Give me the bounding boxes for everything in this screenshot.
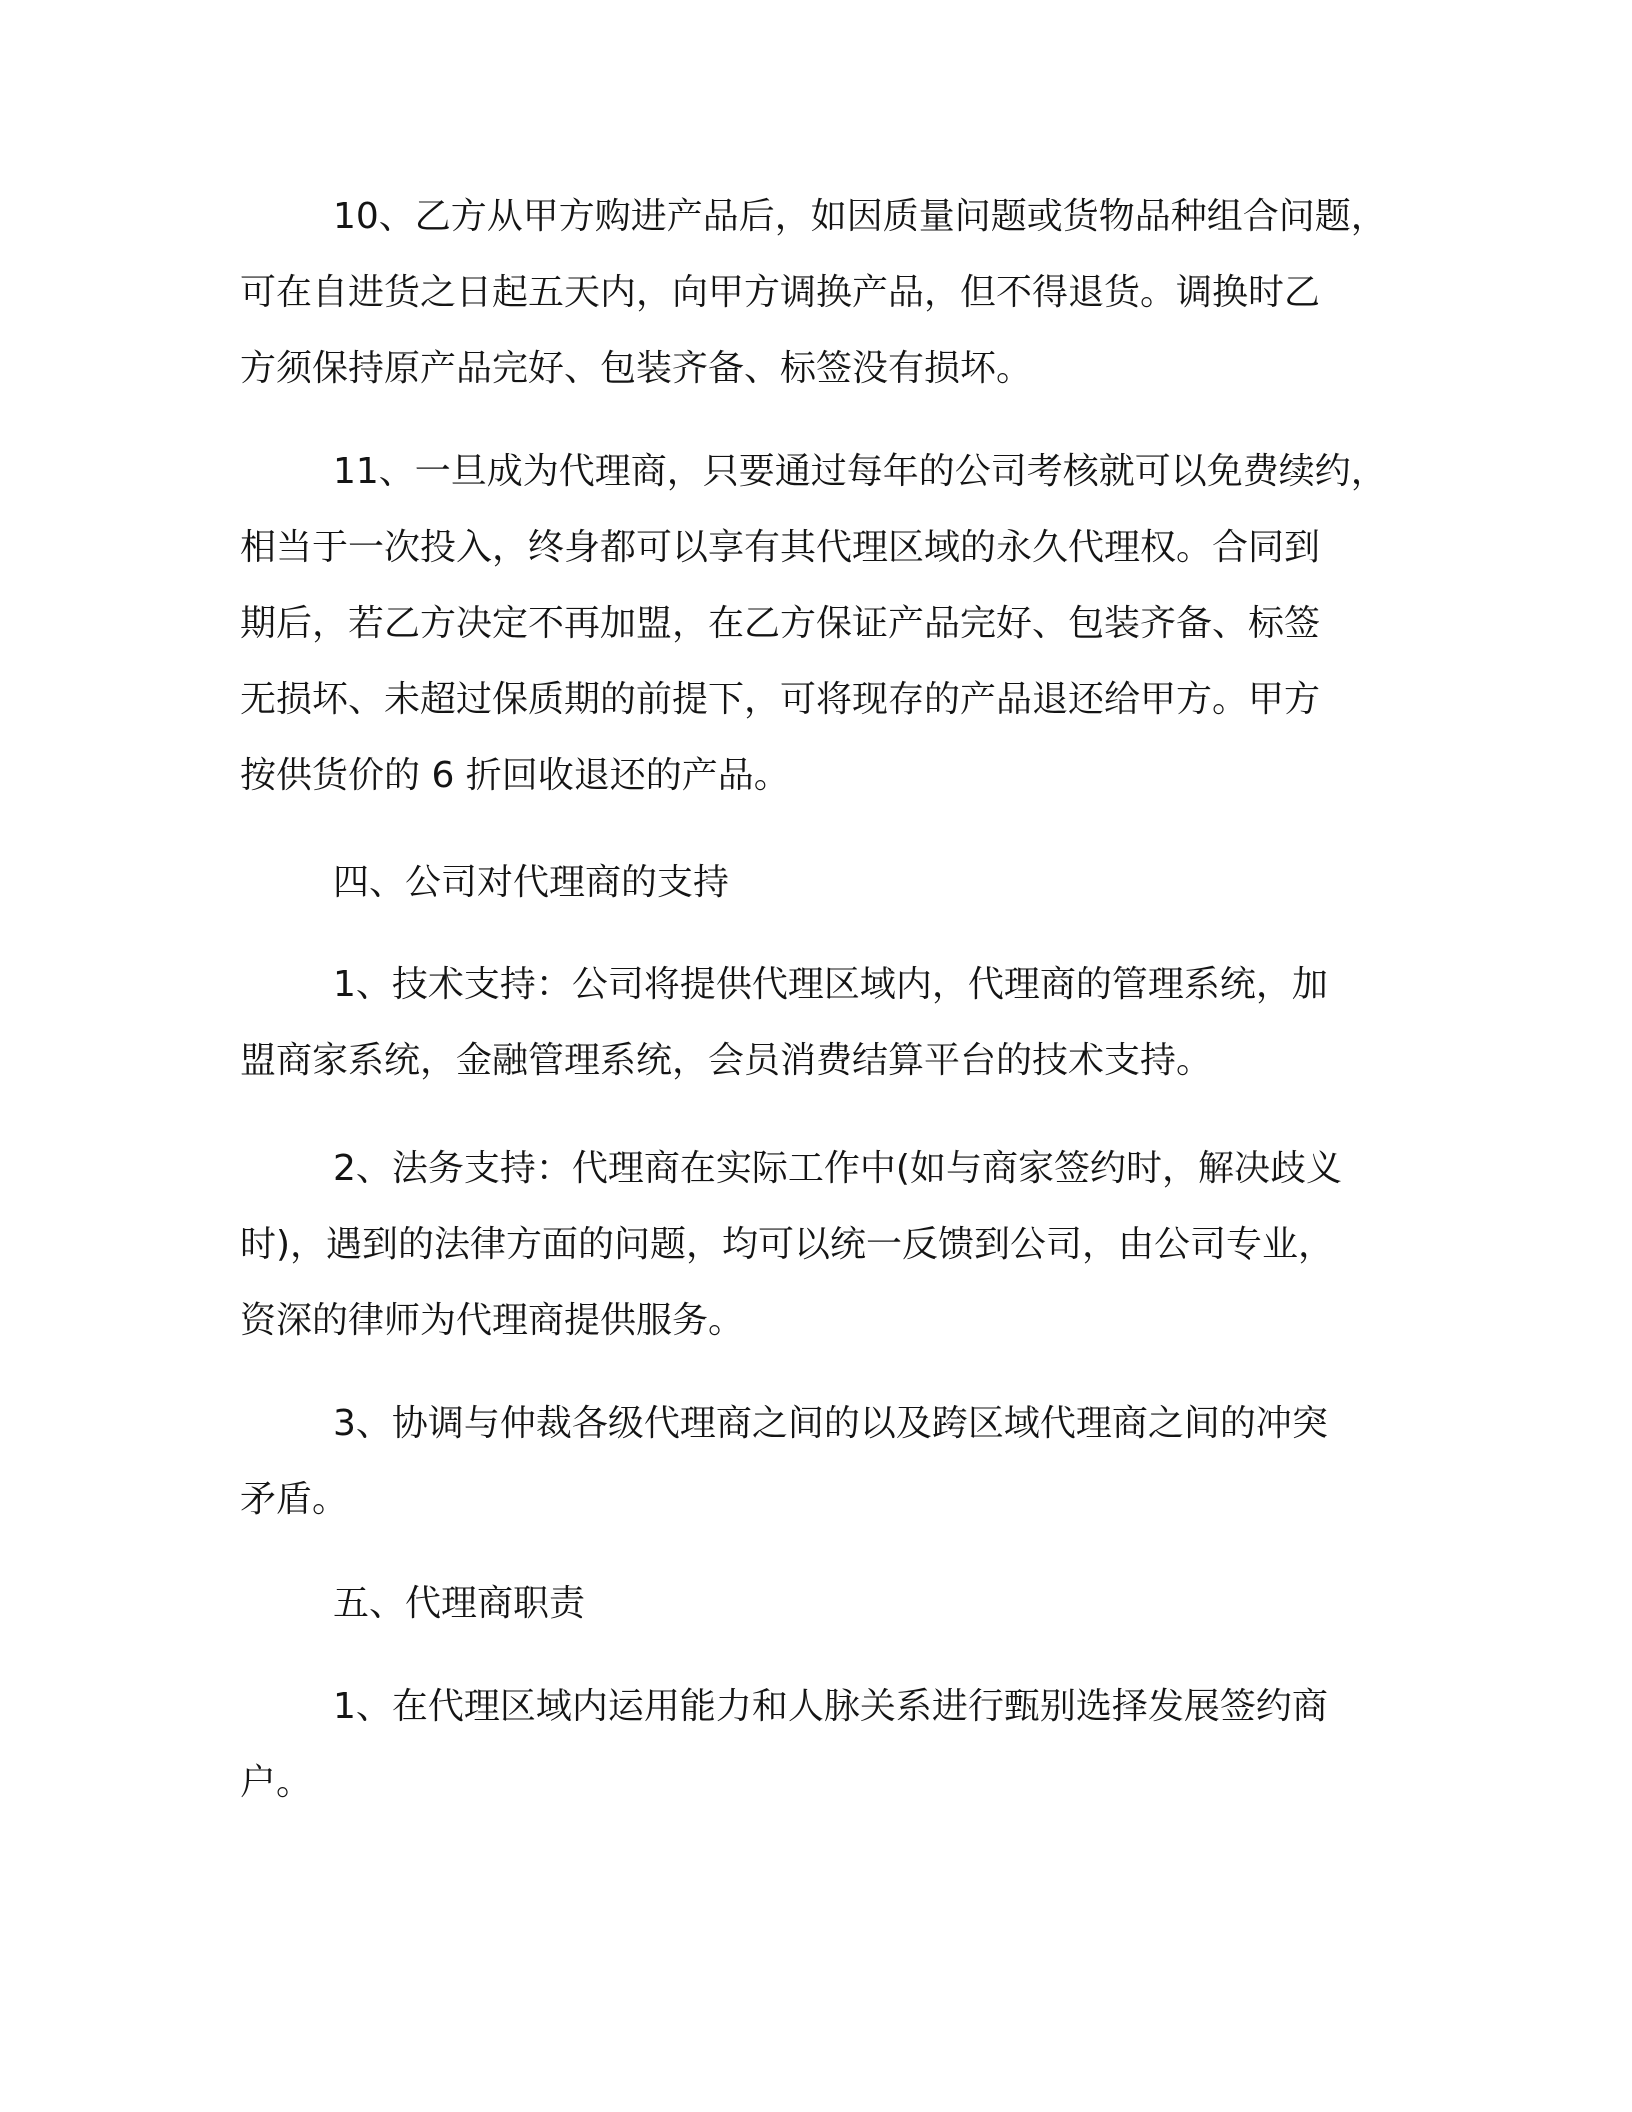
text-line: 资深的律师为代理商提供服务。 <box>240 1300 745 1341</box>
text-line: 可在自进货之日起五天内，向甲方调换产品，但不得退货。调换时乙 <box>240 272 1321 313</box>
clause-11 <box>240 434 1420 814</box>
text-line: 按供货价的 6 折回收退还的产品。 <box>240 755 790 796</box>
text-line: 户。 <box>240 1762 313 1803</box>
section-heading-4 <box>240 845 1420 921</box>
text-line: 11、一旦成为代理商，只要通过每年的公司考核就可以免费续约， <box>333 451 1387 492</box>
clause-10 <box>240 179 1420 407</box>
text-line: 1、在代理区域内运用能力和人脉关系进行甄别选择发展签约商 <box>333 1686 1328 1727</box>
text-line: 矛盾。 <box>240 1479 349 1520</box>
text-line: 10、乙方从甲方购进产品后，如因质量问题或货物品种组合问题， <box>333 196 1387 237</box>
text-line: 相当于一次投入，终身都可以享有其代理区域的永久代理权。合同到 <box>240 527 1321 568</box>
text-line: 1、技术支持：公司将提供代理区域内，代理商的管理系统，加 <box>333 964 1328 1005</box>
text-line: 无损坏、未超过保质期的前提下，可将现存的产品退还给甲方。甲方 <box>240 679 1321 720</box>
text-line: 时)，遇到的法律方面的问题，均可以统一反馈到公司，由公司专业， <box>240 1224 1335 1265</box>
support-item-2 <box>240 1131 1420 1359</box>
text-line: 2、法务支持：代理商在实际工作中(如与商家签约时，解决歧义 <box>333 1148 1342 1189</box>
support-item-1 <box>240 947 1420 1099</box>
duty-item-1 <box>240 1669 1420 1821</box>
heading-text: 四、公司对代理商的支持 <box>333 862 730 903</box>
section-heading-5 <box>240 1566 1420 1642</box>
text-line: 盟商家系统，金融管理系统，会员消费结算平台的技术支持。 <box>240 1040 1213 1081</box>
support-item-3 <box>240 1386 1420 1538</box>
text-line: 3、协调与仲裁各级代理商之间的以及跨区域代理商之间的冲突 <box>333 1403 1328 1444</box>
text-line: 方须保持原产品完好、包装齐备、标签没有损坏。 <box>240 348 1033 389</box>
text-line: 期后，若乙方决定不再加盟，在乙方保证产品完好、包装齐备、标签 <box>240 603 1321 644</box>
heading-text: 五、代理商职责 <box>333 1583 586 1624</box>
